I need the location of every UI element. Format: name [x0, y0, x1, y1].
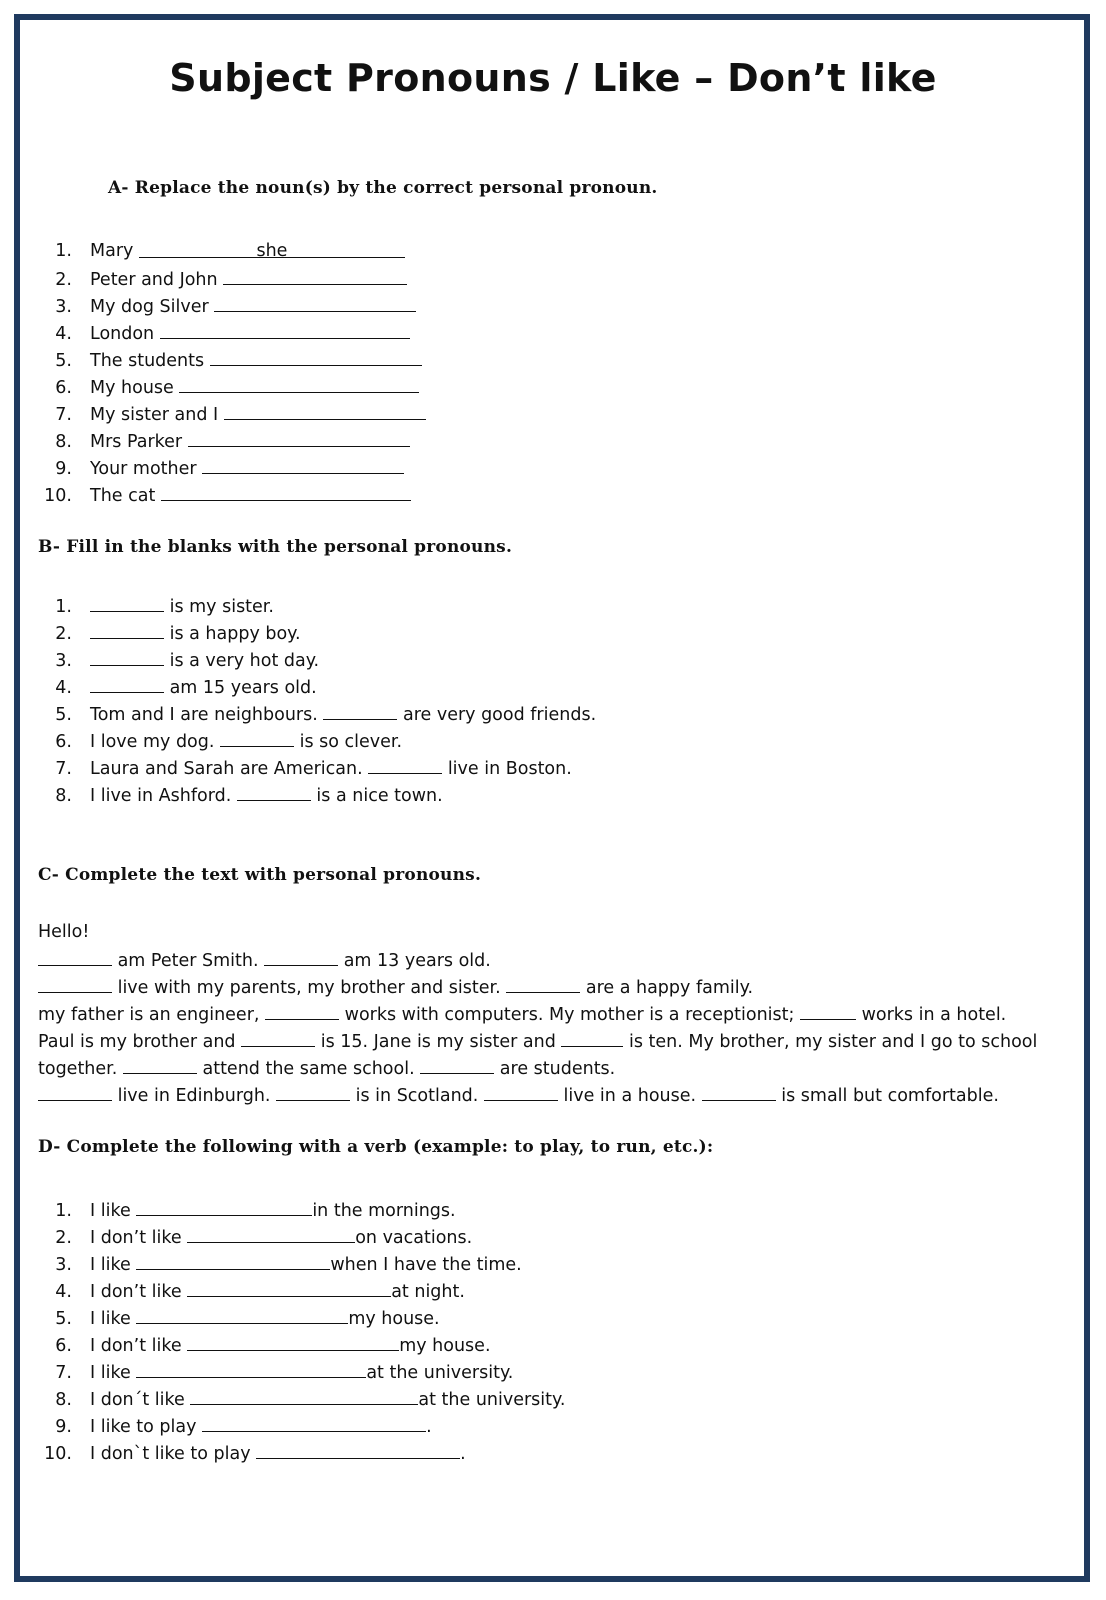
d-item: 6. I don’t like my house. — [36, 1333, 491, 1357]
a-blank-3[interactable] — [214, 294, 416, 312]
d-blank-6[interactable] — [187, 1333, 399, 1351]
section-a-heading: A- Replace the noun(s) by the correct personal pronoun. — [108, 178, 658, 198]
d-blank-10[interactable] — [256, 1441, 460, 1459]
c-text-line: together. attend the same school. are students. — [38, 1056, 615, 1080]
b-blank-8[interactable] — [237, 783, 311, 801]
c-text-line: am Peter Smith. am 13 years old. — [38, 948, 491, 972]
c-blank[interactable] — [38, 948, 112, 966]
c-blank[interactable] — [264, 948, 338, 966]
a-item: 3. My dog Silver — [36, 294, 416, 318]
b-blank-6[interactable] — [220, 729, 294, 747]
page-title: Subject Pronouns / Like – Don’t like — [169, 56, 937, 100]
c-blank[interactable] — [276, 1083, 350, 1101]
c-text-line: my father is an engineer, works with computers. My mother is a receptionist; works in a hotel. — [38, 1002, 1006, 1026]
c-blank[interactable] — [241, 1029, 315, 1047]
d-item: 9. I like to play . — [36, 1414, 432, 1438]
c-blank[interactable] — [484, 1083, 558, 1101]
b-blank-2[interactable] — [90, 621, 164, 639]
b-item: 7. Laura and Sarah are American. live in Boston. — [36, 756, 572, 780]
c-blank[interactable] — [702, 1083, 776, 1101]
d-item: 3. I like when I have the time. — [36, 1252, 522, 1276]
a-blank-5[interactable] — [210, 348, 422, 366]
a-item: 2. Peter and John — [36, 267, 407, 291]
b-blank-4[interactable] — [90, 675, 164, 693]
a-blank-7[interactable] — [224, 402, 426, 420]
c-blank[interactable] — [420, 1056, 494, 1074]
a-blank-4[interactable] — [160, 321, 410, 339]
b-item: 3. is a very hot day. — [36, 648, 319, 672]
d-blank-7[interactable] — [136, 1360, 366, 1378]
a-blank-6[interactable] — [179, 375, 419, 393]
d-item: 2. I don’t like on vacations. — [36, 1225, 472, 1249]
d-item: 7. I like at the university. — [36, 1360, 513, 1384]
d-blank-1[interactable] — [136, 1198, 312, 1216]
section-c-heading: C- Complete the text with personal pronouns. — [38, 865, 482, 885]
d-blank-4[interactable] — [187, 1279, 391, 1297]
a-blank-8[interactable] — [188, 429, 410, 447]
a-item: 10. The cat — [36, 483, 411, 507]
a-item: 9. Your mother — [36, 456, 404, 480]
c-text-line: live in Edinburgh. is in Scotland. live in a house. is small but comfortable. — [38, 1083, 999, 1107]
c-text-line: Paul is my brother and is 15. Jane is my sister and is ten. My brother, my sister and I go to school — [38, 1029, 1037, 1053]
a-blank-2[interactable] — [223, 267, 407, 285]
c-blank[interactable] — [38, 1083, 112, 1101]
b-blank-1[interactable] — [90, 594, 164, 612]
d-item: 5. I like my house. — [36, 1306, 440, 1330]
section-b-heading: B- Fill in the blanks with the personal pronouns. — [38, 537, 513, 557]
d-blank-5[interactable] — [136, 1306, 348, 1324]
a-item: 4. London — [36, 321, 410, 345]
a-blank-9[interactable] — [202, 456, 404, 474]
d-blank-8[interactable] — [190, 1387, 418, 1405]
section-d-heading: D- Complete the following with a verb (example: to play, to run, etc.): — [38, 1137, 714, 1157]
b-blank-3[interactable] — [90, 648, 164, 666]
a-item: 8. Mrs Parker — [36, 429, 410, 453]
b-item: 8. I live in Ashford. is a nice town. — [36, 783, 443, 807]
b-blank-7[interactable] — [368, 756, 442, 774]
d-item: 8. I don´t like at the university. — [36, 1387, 565, 1411]
b-blank-5[interactable] — [323, 702, 397, 720]
c-blank[interactable] — [800, 1002, 856, 1020]
a-item: 7. My sister and I — [36, 402, 426, 426]
b-item: 1. is my sister. — [36, 594, 274, 618]
c-greeting: Hello! — [38, 922, 90, 942]
c-blank[interactable] — [38, 975, 112, 993]
d-blank-2[interactable] — [187, 1225, 355, 1243]
a-item: 1. Mary she — [36, 240, 405, 262]
a-answer-1[interactable]: she — [139, 240, 405, 258]
c-blank[interactable] — [506, 975, 580, 993]
d-item: 1. I like in the mornings. — [36, 1198, 456, 1222]
a-item: 5. The students — [36, 348, 422, 372]
c-blank[interactable] — [123, 1056, 197, 1074]
c-blank[interactable] — [561, 1029, 623, 1047]
b-item: 6. I love my dog. is so clever. — [36, 729, 402, 753]
c-text-line: live with my parents, my brother and sister. are a happy family. — [38, 975, 753, 999]
d-blank-9[interactable] — [202, 1414, 426, 1432]
a-item: 6. My house — [36, 375, 419, 399]
b-item: 4. am 15 years old. — [36, 675, 317, 699]
b-item: 5. Tom and I are neighbours. are very good friends. — [36, 702, 596, 726]
d-blank-3[interactable] — [136, 1252, 330, 1270]
d-item: 10. I don`t like to play . — [36, 1441, 466, 1465]
b-item: 2. is a happy boy. — [36, 621, 301, 645]
a-blank-10[interactable] — [161, 483, 411, 501]
c-blank[interactable] — [265, 1002, 339, 1020]
d-item: 4. I don’t like at night. — [36, 1279, 465, 1303]
